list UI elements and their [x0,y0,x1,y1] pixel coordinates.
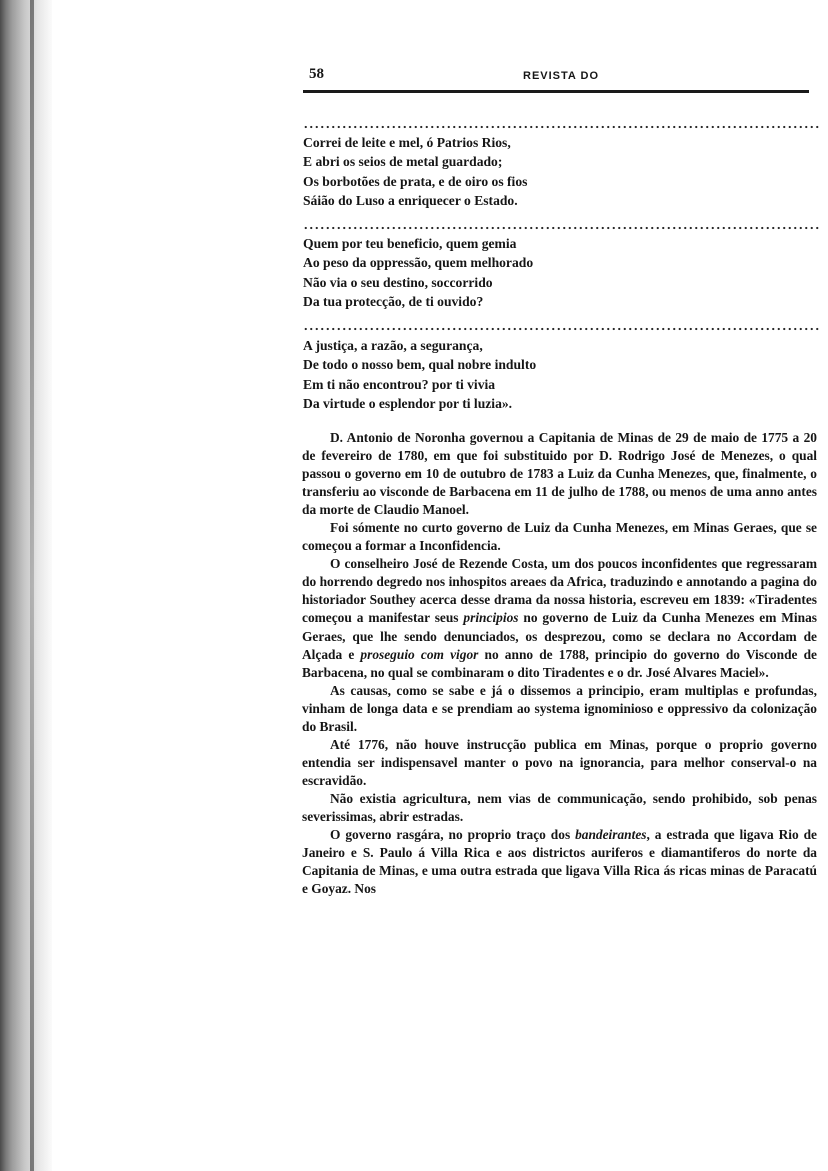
poem-stanza [303,234,703,311]
verse-line: Em ti não encontrou? por ti vivia [303,376,496,392]
paragraph [302,826,817,898]
verse-line: Da virtude o esplendor por ti luzia». [303,395,513,411]
paragraph [302,682,817,736]
italic-text: bandeirantes [575,827,647,843]
italic-text: principios [463,610,519,626]
dotted-separator [303,225,819,231]
paragraph [302,519,817,555]
text-run: no anno de 1788, principio do governo do Visconde de Barbacena, no qual se combinaram o dito Tiradentes e o dr. José Alvares Maciel». [302,646,818,680]
verse-line: Ao peso da oppressão, quem melhorado [303,255,534,271]
book-binding-edge [0,0,52,1171]
paragraph [302,736,817,790]
verse-line: Da tua protecção, de ti ouvido? [303,293,484,309]
verse-line: Quem por teu beneficio, quem gemia [303,236,517,251]
verse-line: Não via o seu destino, soccorrido [303,274,493,290]
text-run: Até 1776, não houve instrucção publica em Minas, porque o proprio governo entendia ser indispensavel manter o povo na ignorancia, para melhor conserval-o na escravidão. [302,736,817,788]
text-run: O conselheiro José de Rezende Costa, um dos poucos inconfidentes que regressaram do horrendo degredo nos inhospitos areaes da Africa, traduzindo e annotando a pagina do historiador Southey acerca desse drama da nossa historia, escreveu em 1839: «Tiradentes começou a manifestar seus [302,556,817,626]
text-run: Foi sómente no curto governo de Luiz da Cunha Menezes, em Minas Geraes, que se começou a formar a Inconfidencia. [302,520,817,554]
text-run: Não existia agricultura, nem vias de communicação, sendo prohibido, sob penas severissimas, abrir estradas. [302,790,817,824]
poem-stanza [303,133,703,210]
dotted-separator [303,326,819,332]
body-text [302,429,817,898]
text-run: , a estrada que ligava Rio de Janeiro e S. Paulo á Villa Rica e aos districtos auriferos e diamantiferos do norte da Capitania de Minas, e uma outra estrada que ligava Villa Rica ás ricas minas de Paracatú e Goyaz. Nos [302,827,818,897]
paragraph [302,429,817,519]
verse-line: De todo o nosso bem, qual nobre indulto [303,357,537,373]
verse-line: Os borbotões de prata, e de oiro os fios [303,173,528,189]
poem-stanza [303,336,703,413]
running-title: REVISTA DO [523,70,600,82]
binding-crease [30,0,34,1171]
dotted-separator [303,124,819,130]
text-run: As causas, como se sabe e já o dissemos a principio, eram multiplas e profundas, vinham de longa data e se prendiam ao systema ignominioso e oppressivo da colonização do Brasil. [302,682,817,734]
paragraph [302,790,817,826]
verse-line: Sáião do Luso a enriquecer o Estado. [303,192,518,208]
header-rule [303,90,809,93]
italic-text: proseguio com vigor [360,646,479,662]
page-number: 58 [309,66,324,82]
paragraph [302,555,817,681]
page-header [303,66,809,92]
text-run: D. Antonio de Noronha governou a Capitania de Minas de 29 de maio de 1775 a 20 de fevereiro de 1780, em que foi substituido por D. Rodrigo José de Menezes, o qual passou o governo em 10 de outubro de 1783 a Luiz da Cunha Menezes, que, finalmente, o transferiu ao visconde de Barbacena em 11 de julho de 1788, ou menos de uma anno antes da morte de Claudio Manoel. [302,430,817,518]
text-run: O governo rasgára, no proprio traço dos [330,827,576,843]
verse-line: A justiça, a razão, a segurança, [303,338,483,353]
verse-line: E abri os seios de metal guardado; [303,154,503,170]
text-run: no governo de Luiz da Cunha Menezes em Minas Geraes, que lhe sendo denunciados, os desprezou, como se declara no Accordam de Alçada e [302,610,817,662]
verse-line: Correi de leite e mel, ó Patrios Rios, [303,135,511,150]
